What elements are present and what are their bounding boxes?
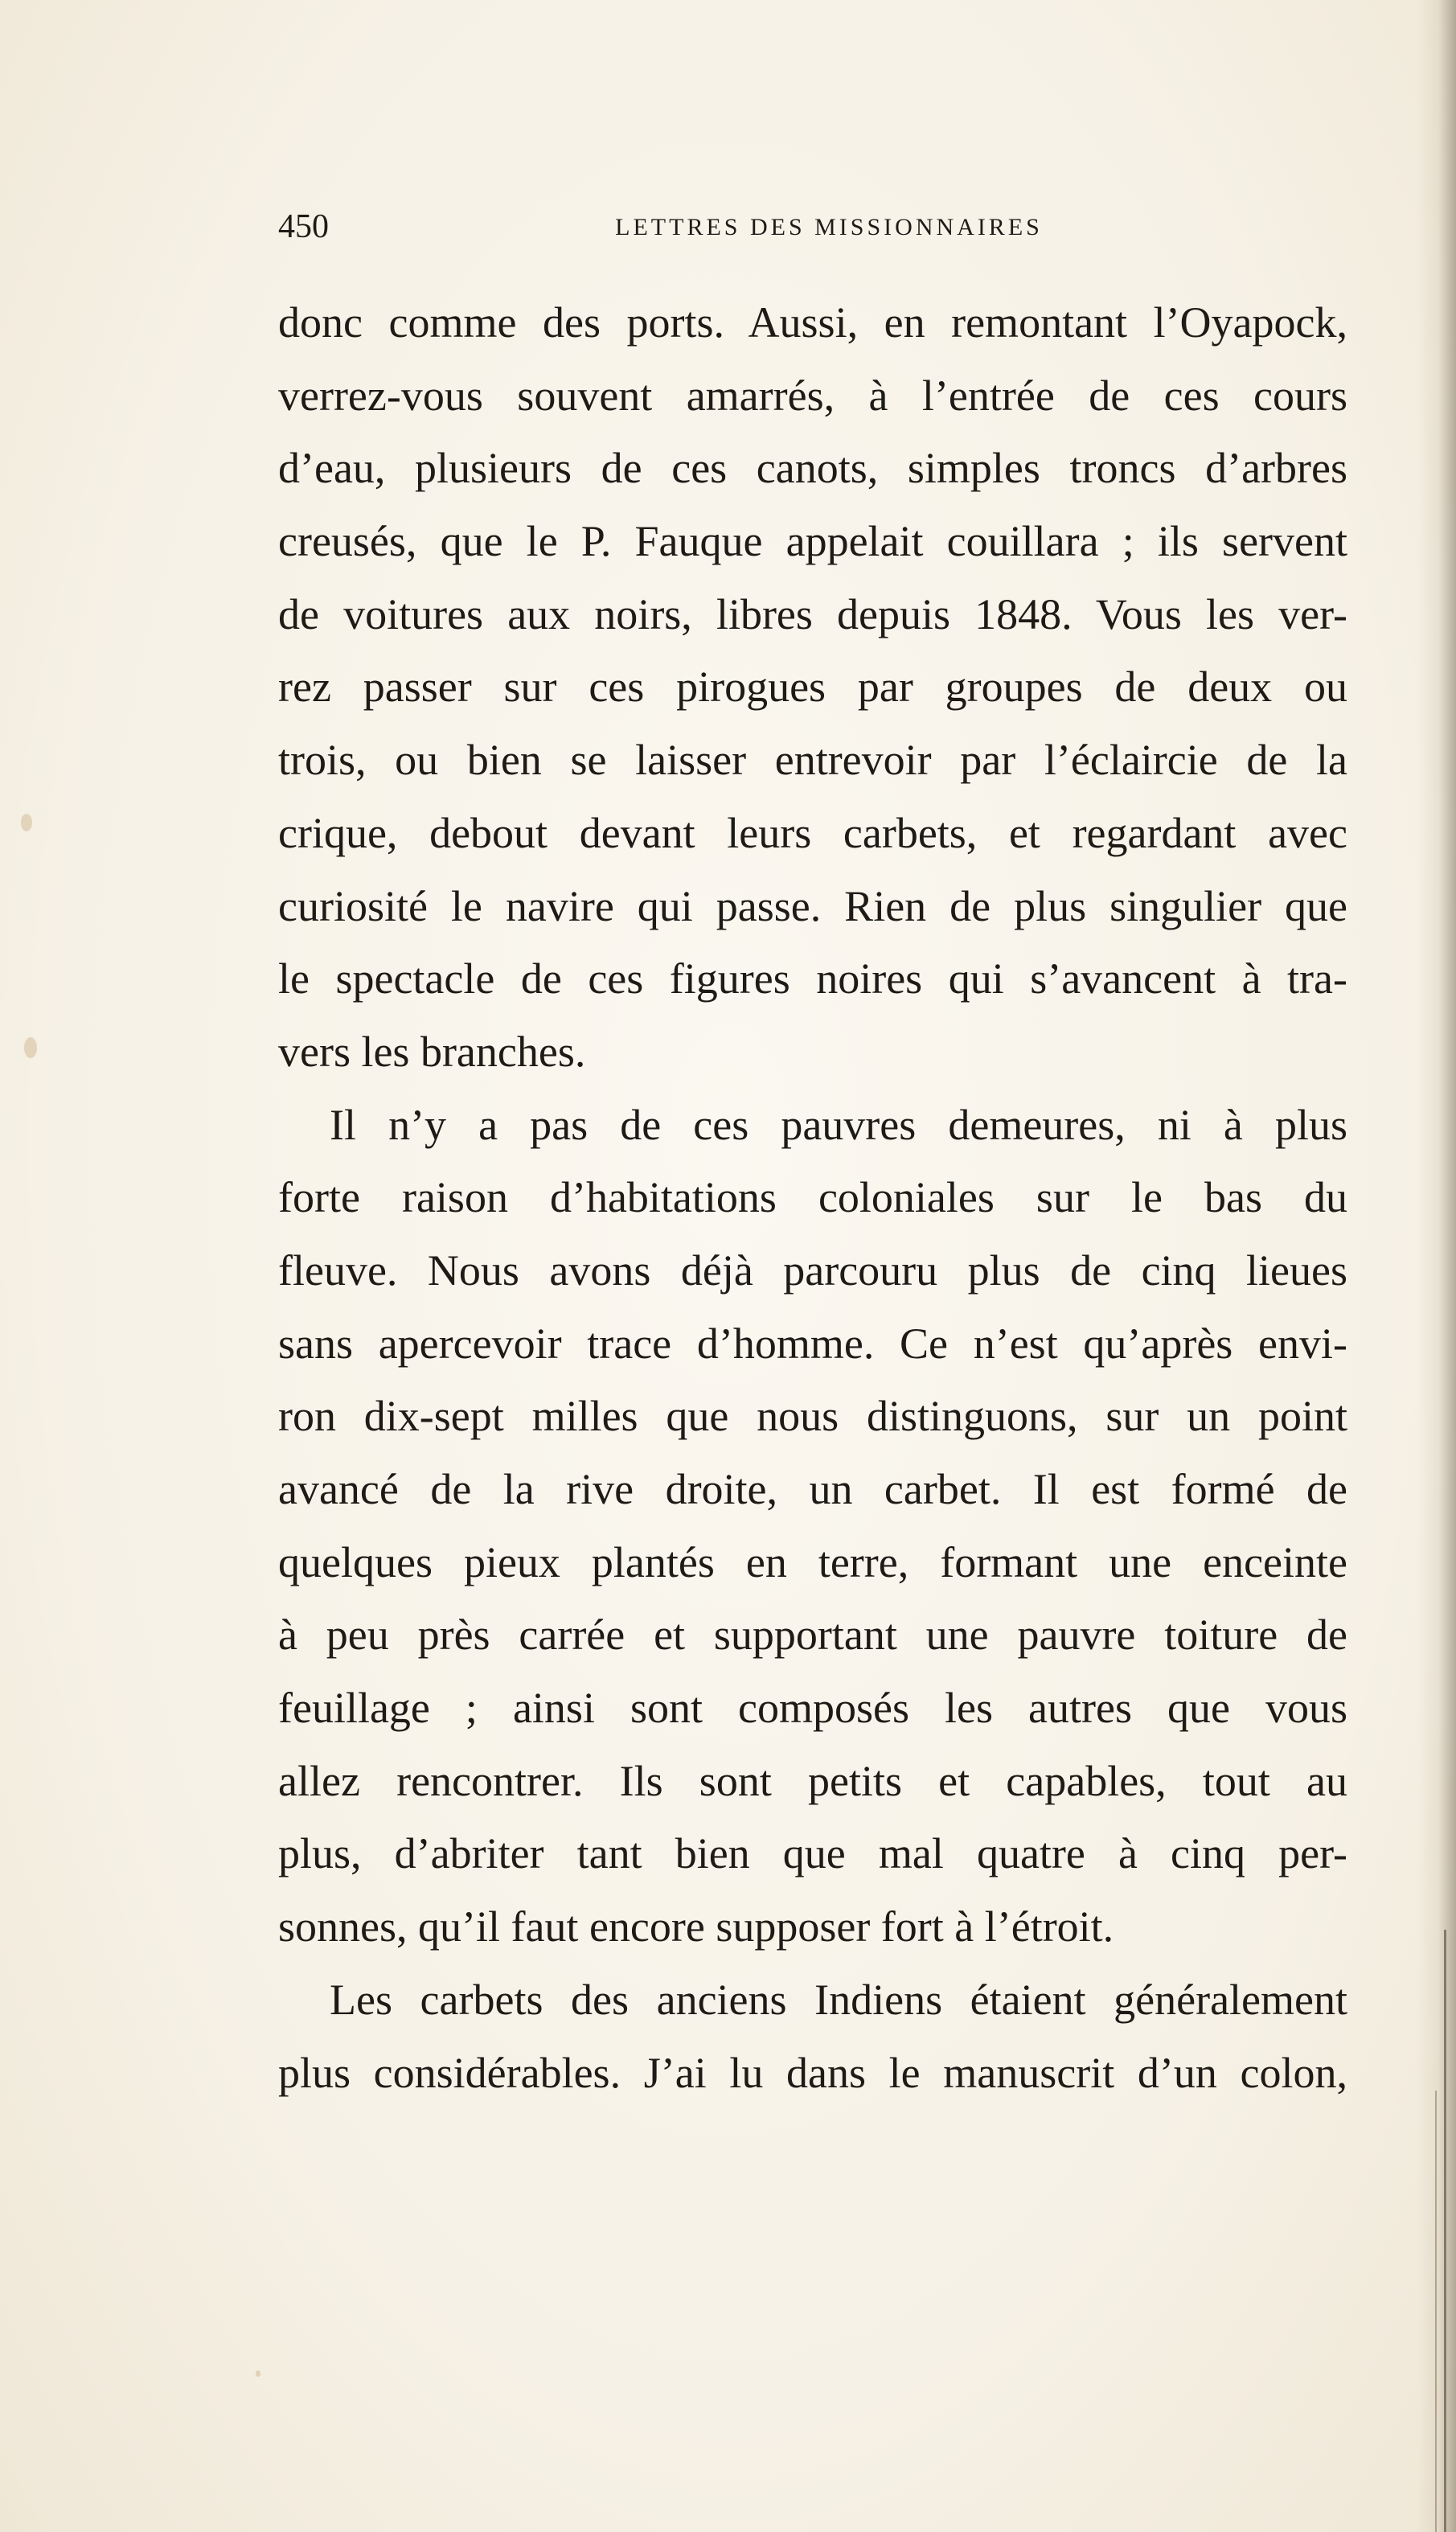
text-line: ron dix-sept milles que nous distinguons, sur un point	[278, 1392, 1347, 1441]
paragraph-first-line: Les carbets des anciens Indiens étaient généralement	[330, 1975, 1347, 2024]
text-line: plus considérables. J’ai lu dans le manuscrit d’un colon,	[278, 2048, 1347, 2097]
text-line: verrez-vous souvent amarrés, à l’entrée de ces cours	[278, 371, 1347, 420]
text-line: trois, ou bien se laisser entrevoir par l’éclaircie de la	[278, 736, 1347, 785]
body-text	[278, 286, 1347, 2109]
text-line: donc comme des ports. Aussi, en remontant l’Oyapock,	[278, 298, 1347, 347]
paper-stain	[21, 814, 32, 831]
text-line: avancé de la rive droite, un carbet. Il est formé de	[278, 1465, 1347, 1513]
page-gutter-shadow	[1417, 0, 1456, 2532]
binding-edge	[1435, 2091, 1437, 2532]
running-title: LETTRES DES MISSIONNAIRES	[615, 214, 1043, 240]
paragraph-first-line: Il n’y a pas de ces pauvres demeures, ni à plus	[330, 1100, 1347, 1149]
text-line: rez passer sur ces pirogues par groupes de deux ou	[278, 663, 1347, 712]
text-line: plus, d’abriter tant bien que mal quatre à cinq per-	[278, 1829, 1347, 1878]
text-line: fleuve. Nous avons déjà parcouru plus de cinq lieues	[278, 1245, 1347, 1295]
text-line: de voitures aux noirs, libres depuis 1848. Vous les ver-	[278, 589, 1347, 638]
text-line: le spectacle de ces figures noires qui s’avancent à tra-	[278, 954, 1347, 1003]
binding-edge	[1444, 1930, 1446, 2532]
text-line: allez rencontrer. Ils sont petits et capables, tout au	[278, 1756, 1347, 1805]
text-line: forte raison d’habitations coloniales sur le bas du	[278, 1173, 1347, 1222]
running-header	[278, 208, 1347, 245]
text-line: crique, debout devant leurs carbets, et regardant avec	[278, 808, 1347, 857]
text-line: feuillage ; ainsi sont composés les autres que vous	[278, 1684, 1347, 1733]
paper-stain	[24, 1037, 37, 1058]
text-line: creusés, que le P. Fauque appelait couillara ; ils servent	[278, 517, 1347, 566]
text-line: d’eau, plusieurs de ces canots, simples troncs d’arbres	[278, 444, 1347, 493]
page-number: 450	[278, 208, 329, 245]
paper-stain	[256, 2370, 260, 2377]
text-line: quelques pieux plantés en terre, formant une enceinte	[278, 1537, 1347, 1586]
text-line: vers les branches.	[278, 1027, 586, 1076]
text-line: sans apercevoir trace d’homme. Ce n’est qu’après envi-	[278, 1319, 1347, 1368]
text-line: à peu près carrée et supportant une pauvre toiture de	[278, 1611, 1347, 1660]
text-line: sonnes, qu’il faut encore supposer fort à l’étroit.	[278, 1902, 1114, 1951]
text-line: curiosité le navire qui passe. Rien de plus singulier que	[278, 881, 1347, 930]
